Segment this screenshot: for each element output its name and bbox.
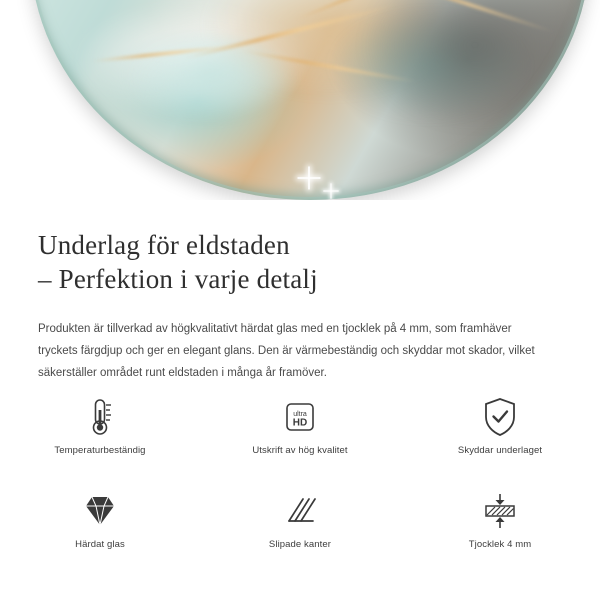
feature-label: Skyddar underlaget — [457, 445, 543, 456]
glass-disc-image — [30, 0, 590, 200]
marble-swirl — [125, 30, 295, 120]
feature-label: Tjocklek 4 mm — [468, 539, 532, 550]
page-title — [38, 228, 600, 296]
feature-label: Temperaturbeständig — [54, 445, 146, 456]
hero-image — [0, 0, 600, 200]
feature-grid — [0, 395, 600, 571]
feature-label: Slipade kanter — [268, 539, 332, 550]
feature-item-protects-surface — [400, 395, 600, 477]
shield-check-icon — [480, 395, 520, 439]
ultra-hd-icon — [279, 395, 321, 439]
diamond-icon — [78, 489, 122, 533]
text-content — [0, 200, 600, 384]
product-description-text: Produkten är tillverkad av högkvalitativt härdat glas med en tjocklek på 4 mm, som framhäver tryckets färgdjup och ger en elegant glans. Den är värmebeständig och skyddar mot skador, vilket säkerställer området runt eldstaden i många år framöver. — [38, 323, 535, 379]
feature-item-polished-edges — [200, 489, 400, 571]
feature-item-temperature-resistant — [0, 395, 200, 477]
thermometer-icon — [80, 395, 120, 439]
polished-edges-icon — [279, 489, 321, 533]
page-title-line-1: Underlag för eldstaden — [38, 230, 290, 260]
page-title-line-2: – Perfektion i varje detalj — [38, 264, 318, 294]
feature-item-high-quality-print — [200, 395, 400, 477]
thickness-arrows-icon — [478, 489, 522, 533]
feature-label: Härdat glas — [75, 539, 125, 550]
feature-label: Utskrift av hög kvalitet — [252, 445, 348, 456]
svg-text:HD: HD — [292, 417, 308, 429]
svg-text:ultra: ultra — [293, 411, 307, 418]
feature-item-thickness — [400, 489, 600, 571]
feature-item-tempered-glass — [0, 489, 200, 571]
